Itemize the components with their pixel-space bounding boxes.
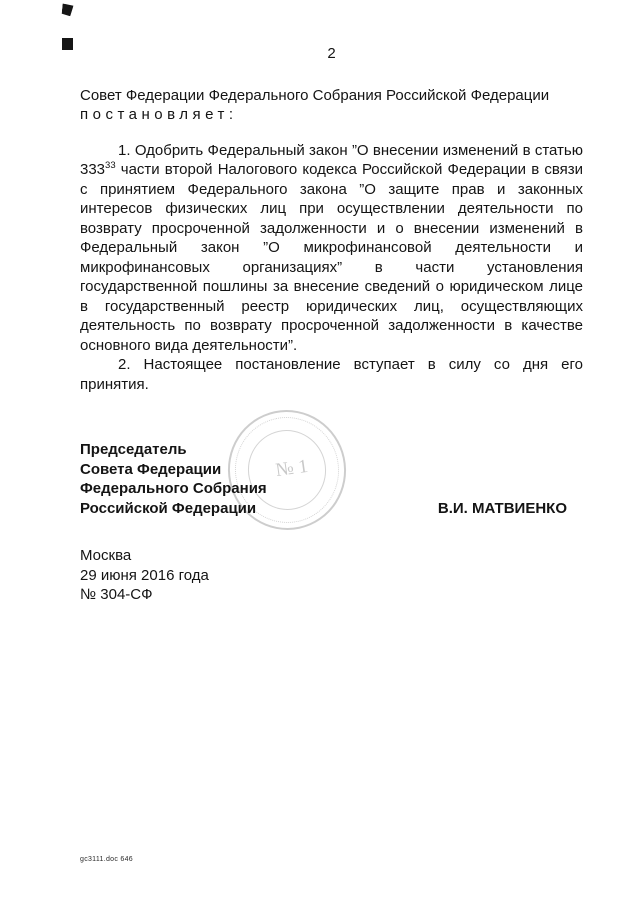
paragraph-1-text-start: 1. Одобрить Федеральный закон ”О внесении изменений в статью 333 <box>80 141 583 178</box>
signatory-title <box>80 440 267 518</box>
stamp-number-text: № 1 <box>274 455 310 482</box>
scan-mark-bottom <box>62 38 73 50</box>
intro-paragraph <box>80 86 583 125</box>
page-number: 2 <box>327 45 336 62</box>
signature-block <box>80 440 583 518</box>
place: Москва <box>80 547 132 564</box>
date-block <box>80 546 583 605</box>
date: 29 июня 2016 года <box>80 566 209 584</box>
paragraph-1 <box>80 141 583 356</box>
paragraph-1-text-end: части второй Налогового кодекса Российской Федерации в связи с принятием Федерального закона ”О защите прав и законных интересов физических лиц при осуществлении деятельности по возврату просроченной задолженности и о внесении изменений в Федеральный закон ”О микрофинансовой деятельности и микрофинансовых организациях” в части установления государственной пошлины за внесение сведений о юридическом лице в государственный реестр юридических лиц, осуществляющих деятельность по возврату просроченной задолженности в качестве основного вида деятельности”. <box>80 161 583 354</box>
signatory-title-line: Председатель <box>80 441 187 458</box>
document-number: № 304-СФ <box>80 586 153 603</box>
intro-emphasis: постановляет: <box>80 106 238 123</box>
intro-line: Совет Федерации Федерального Собрания Российской Федерации <box>80 86 550 104</box>
footer-file-reference: gc3111.doc 646 <box>80 856 133 863</box>
signatory-name: В.И. МАТВИЕНКО <box>437 499 567 517</box>
signatory-title-line: Совета Федерации <box>80 460 222 478</box>
paragraph-2: 2. Настоящее постановление вступает в силу со дня его принятия. <box>80 356 583 393</box>
statute-superscript: 33 <box>105 160 116 171</box>
signatory-title-line: Федерального Собрания <box>80 480 267 497</box>
signatory-title-line: Российской Федерации <box>80 499 257 517</box>
